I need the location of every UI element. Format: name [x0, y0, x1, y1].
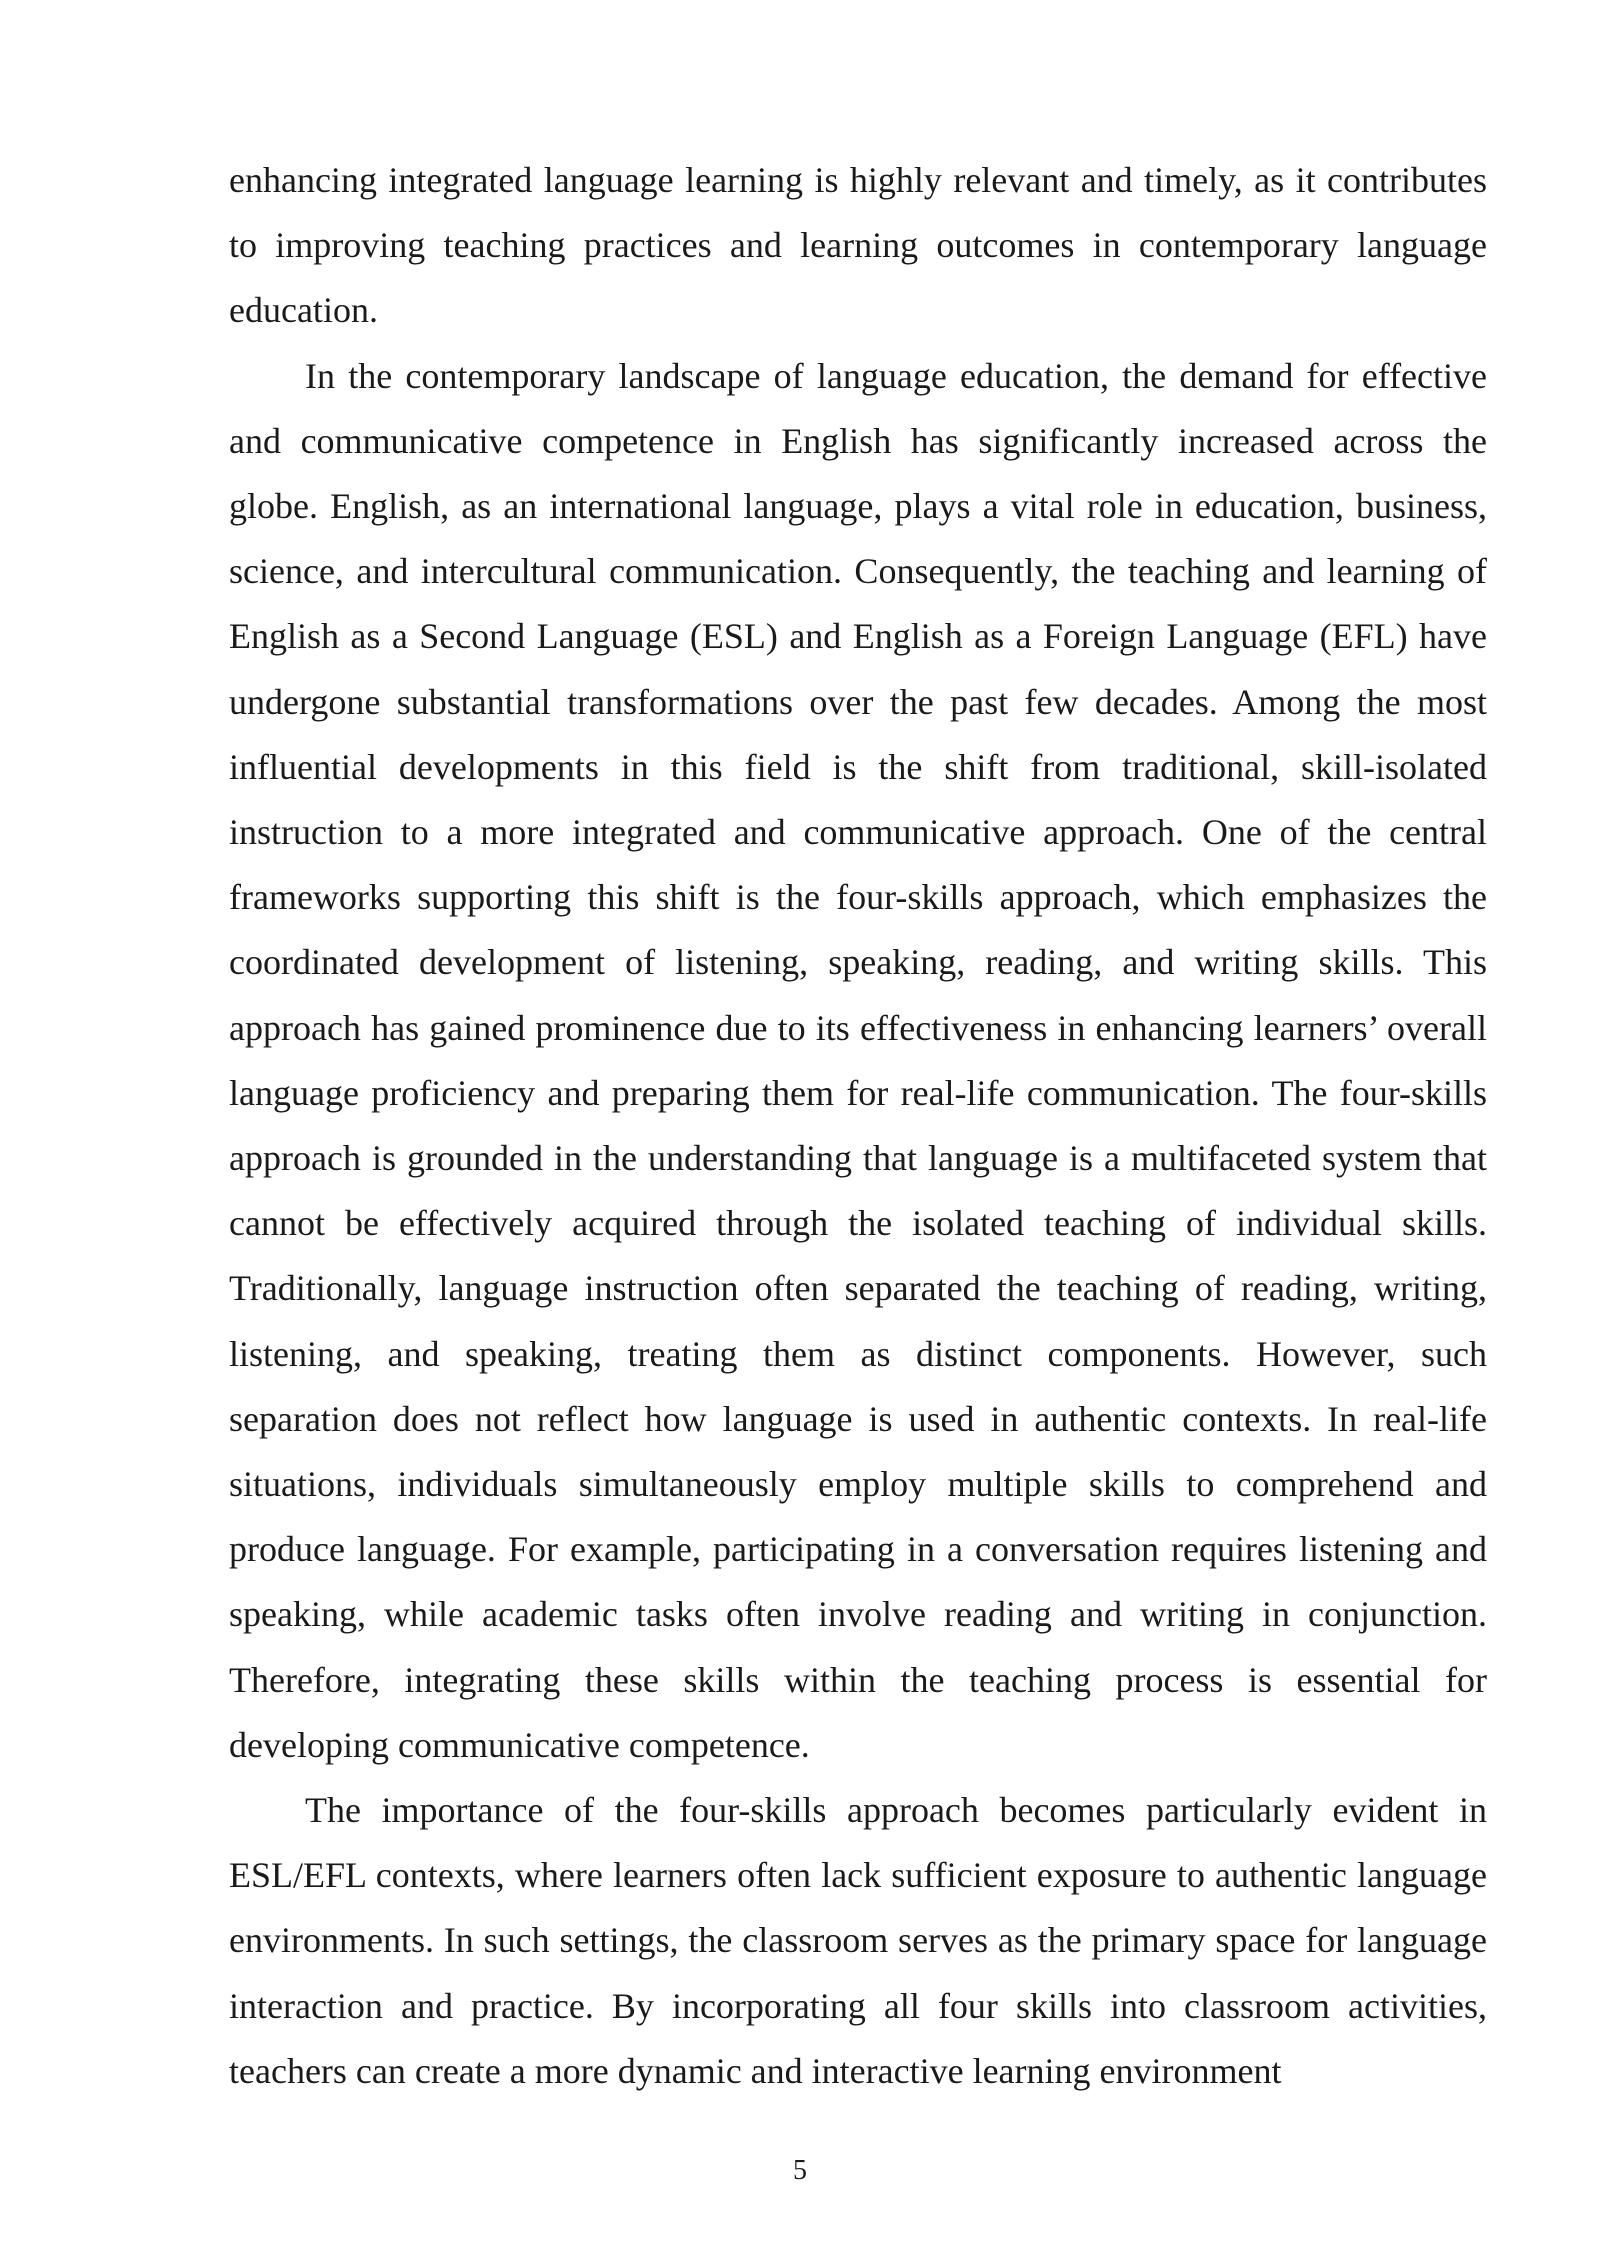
page-number: 5: [793, 2155, 807, 2186]
paragraph-esl-efl-importance: The importance of the four-skills approach becomes particularly evident in ESL/EFL contexts, where learners often lack sufficient exposure to authentic language environments. In such settings, the classroom serves as the primary space for language interaction and practice. By incorporating all four skills into classroom activities, teachers can create a more dynamic and interactive learning environment: [229, 1790, 1487, 2091]
body-text: [229, 148, 1487, 2104]
paragraph-continuation: enhancing integrated language learning is highly relevant and timely, as it contributes to improving teaching practices and learning outcomes in contemporary language education.: [229, 160, 1487, 331]
paragraph-language-landscape: In the contemporary landscape of language education, the demand for effective and communicative competence in English has significantly increased across the globe. English, as an international language, plays a vital role in education, business, science, and intercultural communication. Consequently, the teaching and learning of English as a Second Language (ESL) and English as a Foreign Language (EFL) have undergone substantial transformations over the past few decades. Among the most influential developments in this field is the shift from traditional, skill-isolated instruction to a more integrated and communicative approach. One of the central frameworks supporting this shift is the four-skills approach, which emphasizes the coordinated development of listening, speaking, reading, and writing skills. This approach has gained prominence due to its effectiveness in enhancing learners’ overall language proficiency and preparing them for real-life communication. The four-skills approach is grounded in the understanding that language is a multifaceted system that cannot be effectively acquired through the isolated teaching of individual skills. Traditionally, language instruction often separated the teaching of reading, writing, listening, and speaking, treating them as distinct components. However, such separation does not reflect how language is used in authentic contexts. In real-life situations, individuals simultaneously employ multiple skills to comprehend and produce language. For example, participating in a conversation requires listening and speaking, while academic tasks often involve reading and writing in conjunction. Therefore, integrating these skills within the teaching process is essential for developing communicative competence.: [229, 355, 1487, 1765]
